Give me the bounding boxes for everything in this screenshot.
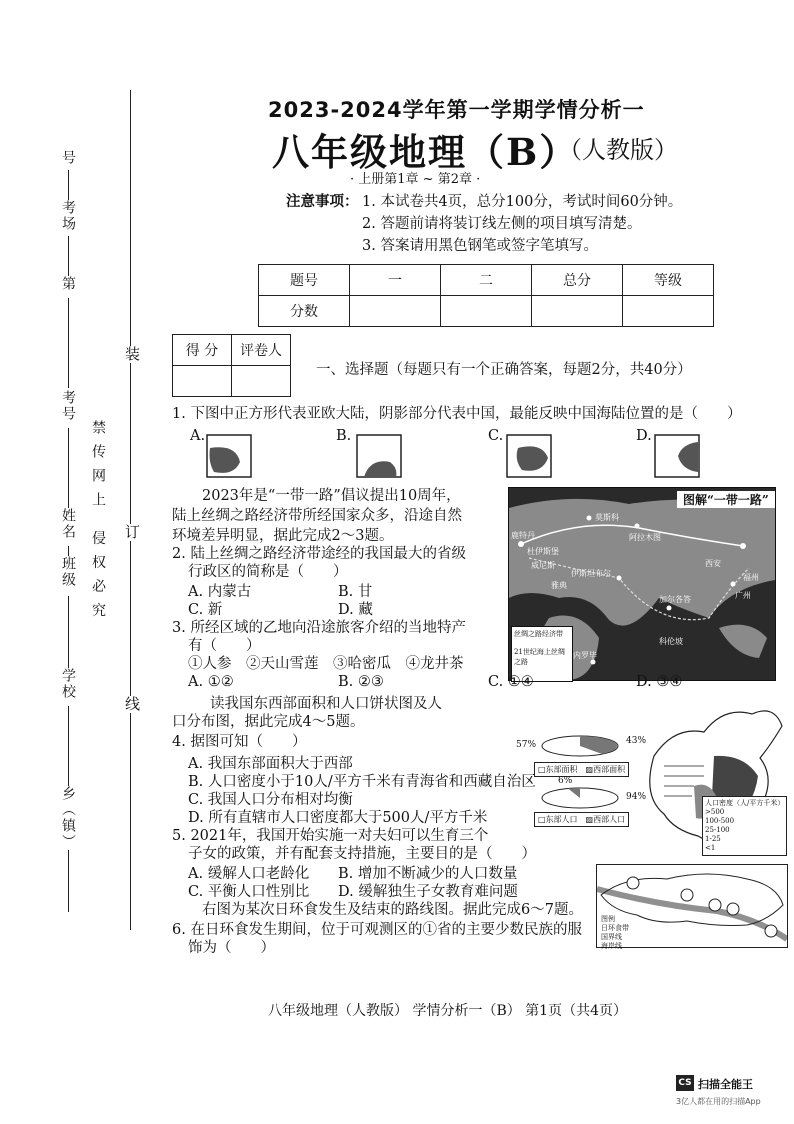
margin-label-town: 乡（镇） [60,786,76,850]
score-cell-2[interactable] [441,296,532,327]
q2-option-c[interactable]: C. 新 [188,602,223,618]
map-place-guangzhou: 广州 [735,591,751,600]
map-place-moscow: 莫斯科 [595,513,619,522]
q1-option-d-figure [654,434,700,478]
exam-title-subject: 八年级地理（B） [272,130,579,174]
map-place-rotterdam: 鹿特丹 [511,531,535,540]
belt-road-map [508,487,776,681]
map-place-almaty: 阿拉木图 [629,533,661,542]
map-place-nairobi: 内罗毕 [573,651,597,660]
margin-label-room: 考场 [60,200,76,232]
question-5-stem-1: 5. 2021年，我国开始实施一对夫妇可以生育三个 [172,828,489,844]
q4-option-a[interactable]: A. 我国东部面积大于西部 [188,756,353,772]
q1-option-a-figure [206,434,252,478]
legend-belt: 丝绸之路经济带 [514,630,563,638]
note-item-1: 1. 本试卷共4页，总分100分，考试时间60分钟。 [362,194,683,210]
section-1-title: 一、选择题（每题只有一个正确答案，每题2分，共40分） [316,362,692,378]
q3-option-d[interactable]: D. ③④ [636,674,683,690]
pie-area-east: 57% [516,740,537,750]
page-footer: 八年级地理（人教版） 学情分析一（B） 第1页（共4页） [268,1003,628,1019]
pie-area-chart [540,734,620,758]
pie-pop-chart [540,786,620,810]
q2-option-a[interactable]: A. 内蒙古 [188,584,252,600]
passage-1-line-1: 2023年是“一带一路”倡议提出10周年， [202,488,461,504]
note-item-3: 3. 答案请用黑色钢笔或签字笔填写。 [362,238,598,254]
q4-option-b[interactable]: B. 人口密度小于10人/平方千米有青海省和西藏自治区 [188,774,536,790]
grader-score-label: 得 分 [173,335,232,366]
q1-option-a-label: A. [190,428,206,444]
score-cell-grade[interactable] [623,296,714,327]
score-table [258,264,714,327]
map-place-xian: 西安 [705,559,721,568]
question-3-stem-1: 3. 所经区域的乙地向沿途旅客介绍的当地特产 [172,620,466,636]
pie-area-legend-west: 西部面积 [593,765,626,774]
pie-area-west: 43% [626,736,647,746]
belt-road-map-title: 图解“一带一路” [677,491,775,508]
map-place-duisburg: 杜伊斯堡 [527,547,559,556]
margin-label-name: 姓名 [60,508,76,540]
q3-option-b[interactable]: B. ②③ [338,674,384,690]
density-legend-3: 25-100 [705,826,730,834]
margin-label-school: 学校 [60,668,76,700]
note-item-2: 2. 答题前请将装订线左侧的项目填写清楚。 [362,216,642,232]
margin-label-number: 号 [60,150,76,166]
density-legend-2: 100-500 [705,817,735,825]
grader-name-label: 评卷人 [232,335,291,366]
margin-warning: 禁传网上 侵权必究 [90,420,106,627]
margin-label-di: 第 [60,276,76,292]
pie-pop-legend: □东部人口 ▨西部人口 [534,812,629,827]
q5-option-a[interactable]: A. 缓解人口老龄化 [188,866,310,882]
score-cell-1[interactable] [350,296,441,327]
legend-maritime: 21世纪海上丝绸之路 [514,648,565,666]
q4-option-c[interactable]: C. 我国人口分布相对均衡 [188,792,353,808]
density-legend-5: <1 [705,844,716,852]
map-place-kolkata: 加尔各答 [659,595,691,604]
passage-1-line-2: 陆上丝绸之路经济带所经国家众多，沿途自然 [172,508,462,524]
density-legend [702,796,787,856]
q1-option-b-label: B. [336,428,352,444]
passage-1-line-3: 环境差异明显，据此完成2～3题。 [172,528,394,544]
score-header-no: 题号 [259,265,350,296]
camscanner-slogan: 3亿人都在用的扫描App [676,1097,761,1106]
q5-option-d[interactable]: D. 缓解独生子女教育难问题 [338,884,518,900]
pie-pop-legend-east: 东部人口 [545,815,578,824]
q5-option-c[interactable]: C. 平衡人口性别比 [188,884,310,900]
score-header-2: 二 [441,265,532,296]
passage-3: 右图为某次日环食发生及结束的路线图。据此完成6～7题。 [202,902,583,918]
q2-option-b[interactable]: B. 甘 [338,584,373,600]
exam-edition: （人教版） [558,136,678,164]
exam-title-line1: 2023-2024学年第一学期学情分析一 [268,98,645,122]
margin-label-exam-no: 考号 [60,390,76,422]
pie-pop-legend-west: 西部人口 [593,815,626,824]
density-legend-1: >500 [705,808,725,816]
map-place-istanbul: 伊斯坦布尔 [571,569,611,578]
binding-zhuang: 装 [123,346,141,363]
eclipse-route-map [596,864,788,948]
q1-option-d-label: D. [636,428,652,444]
question-5-stem-2: 子女的政策，并有配套支持措施，主要目的是（ ） [188,846,536,862]
binding-ding: 订 [123,524,141,541]
score-header-1: 一 [350,265,441,296]
exam-scope: · 上册第1章 ~ 第2章 · [350,172,481,187]
eclipse-legend [601,915,629,951]
camscanner-name: 扫描全能王 [698,1078,753,1091]
passage-2-line-2: 口分布图，据此完成4～5题。 [172,714,365,730]
q5-option-b[interactable]: B. 增加不断减少的人口数量 [338,866,518,882]
grader-name-cell[interactable] [232,366,291,397]
map-place-colombo: 科伦坡 [659,637,683,646]
question-2-stem-2: 行政区的简称是（ ） [188,564,348,580]
density-legend-4: 1-25 [705,835,721,843]
question-6-stem-1: 6. 在日环食发生期间，位于可观测区的①省的主要少数民族的服 [172,922,582,938]
question-3-stem-2: 有（ ） [188,638,261,654]
eclipse-legend-border: 国界线 [601,933,622,941]
eclipse-legend-coast: 海岸线 [601,942,622,950]
pie-area-legend-east: 东部面积 [545,765,578,774]
eclipse-legend-title: 图例 [601,915,615,923]
pie-pop-east: 94% [626,792,647,802]
pie-area-legend: □东部面积 ▨西部面积 [534,762,629,777]
q1-option-c-label: C. [488,428,504,444]
binding-xian: 线 [123,696,141,713]
question-4-stem: 4. 据图可知（ ） [172,734,307,750]
margin-label-class: 班级 [60,556,76,588]
camscanner-logo: CS [676,1075,694,1091]
score-header-total: 总分 [532,265,623,296]
pie-pop-west: 6% [558,776,573,786]
q1-option-c-figure [506,434,552,478]
map-place-venice: 威尼斯 [531,561,555,570]
q2-option-d[interactable]: D. 藏 [338,602,373,618]
question-2-stem-1: 2. 陆上丝绸之路经济带途经的我国最大的省级 [172,546,466,562]
grader-table [172,334,291,397]
q1-option-b-figure [356,434,402,478]
q4-option-d[interactable]: D. 所有直辖市人口密度都大于500人/平方千米 [188,810,488,826]
question-1-stem: 1. 下图中正方形代表亚欧大陆，阴影部分代表中国，最能反映中国海陆位置的是（ ） [172,406,742,422]
q3-option-a[interactable]: A. ①② [188,674,234,690]
map-place-fuzhou: 福州 [743,573,759,582]
question-3-items: ①人参 ②天山雪莲 ③哈密瓜 ④龙井茶 [188,656,464,672]
score-cell-total[interactable] [532,296,623,327]
map-place-athens: 雅典 [551,581,567,590]
score-row-label: 分数 [259,296,350,327]
score-header-grade: 等级 [623,265,714,296]
passage-2-line-1: 读我国东西部面积和人口饼状图及人 [210,696,442,712]
q3-option-c[interactable]: C. ①④ [488,674,534,690]
question-6-stem-2: 饰为（ ） [188,940,275,956]
density-legend-title: 人口密度（人/平方千米） [705,799,785,807]
notes-label: 注意事项： [286,193,359,210]
grader-score-cell[interactable] [173,366,232,397]
eclipse-legend-band: 日环食带 [601,924,629,932]
